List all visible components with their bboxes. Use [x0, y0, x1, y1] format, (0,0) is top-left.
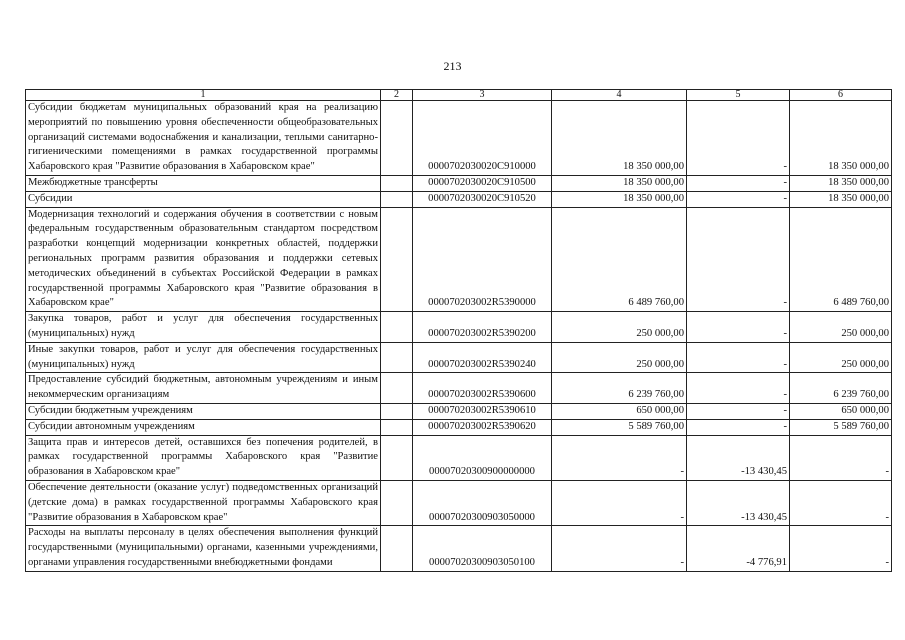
- row-code: 000070203002R5390200: [413, 312, 552, 343]
- row-code: 000070203002R5390240: [413, 342, 552, 373]
- row-description: Межбюджетные трансферты: [26, 175, 381, 191]
- row-description: Предоставление субсидий бюджетным, автономным учреждениям и иным некоммерческим организациям: [26, 373, 381, 404]
- table-row: [26, 373, 892, 404]
- column-header: 4: [552, 90, 687, 101]
- column-6-amount: 6 239 760,00: [790, 373, 892, 404]
- budget-table: [25, 89, 892, 572]
- column-6-amount: 18 350 000,00: [790, 101, 892, 176]
- column-5-amount: -4 776,91: [687, 526, 790, 571]
- row-description: Субсидии бюджетным учреждениям: [26, 403, 381, 419]
- column-4-amount: 6 489 760,00: [552, 207, 687, 312]
- column-4-amount: 18 350 000,00: [552, 175, 687, 191]
- row-description: Субсидии бюджетам муниципальных образований края на реализацию мероприятий по повышению уровня обеспеченности общеобразовательных организаций системами водоснабжения и канализации, теплыми санитарно-гигиеническими помещениями в рамках государственной программы Хабаровского края "Развитие образования в Хабаровском крае": [26, 101, 381, 176]
- column-2-cell: [381, 312, 413, 343]
- header-row: [26, 90, 892, 101]
- column-4-amount: 18 350 000,00: [552, 191, 687, 207]
- table-row: [26, 191, 892, 207]
- column-5-amount: -13 430,45: [687, 480, 790, 525]
- column-6-amount: 650 000,00: [790, 403, 892, 419]
- column-5-amount: -: [687, 207, 790, 312]
- table-row: [26, 101, 892, 176]
- column-4-amount: -: [552, 526, 687, 571]
- row-code: 000070203002R5390000: [413, 207, 552, 312]
- column-5-amount: -13 430,45: [687, 435, 790, 480]
- row-code: 000070203002R5390600: [413, 373, 552, 404]
- column-5-amount: -: [687, 101, 790, 176]
- table-row: [26, 419, 892, 435]
- column-header: 6: [790, 90, 892, 101]
- column-4-amount: -: [552, 480, 687, 525]
- column-4-amount: 6 239 760,00: [552, 373, 687, 404]
- column-5-amount: -: [687, 312, 790, 343]
- column-2-cell: [381, 191, 413, 207]
- table-row: [26, 435, 892, 480]
- table-row: [26, 526, 892, 571]
- row-description: Обеспечение деятельности (оказание услуг) подведомственных организаций (детские дома) в рамках государственной программы Хабаровского края "Развитие образования в Хабаровском крае": [26, 480, 381, 525]
- table-body: [26, 90, 892, 572]
- column-2-cell: [381, 435, 413, 480]
- column-6-amount: -: [790, 480, 892, 525]
- column-5-amount: -: [687, 191, 790, 207]
- column-4-amount: 650 000,00: [552, 403, 687, 419]
- column-header: 5: [687, 90, 790, 101]
- column-5-amount: -: [687, 403, 790, 419]
- column-2-cell: [381, 373, 413, 404]
- column-2-cell: [381, 480, 413, 525]
- column-4-amount: 250 000,00: [552, 312, 687, 343]
- page-number: 213: [443, 59, 462, 73]
- column-4-amount: 250 000,00: [552, 342, 687, 373]
- column-4-amount: -: [552, 435, 687, 480]
- column-2-cell: [381, 207, 413, 312]
- table-row: [26, 175, 892, 191]
- column-header: 3: [413, 90, 552, 101]
- row-code: 00007020300903050100: [413, 526, 552, 571]
- row-description: Субсидии автономным учреждениям: [26, 419, 381, 435]
- row-description: Субсидии: [26, 191, 381, 207]
- table-row: [26, 207, 892, 312]
- table-row: [26, 312, 892, 343]
- row-description: Расходы на выплаты персоналу в целях обеспечения выполнения функций государственными (муниципальными) органами, казенными учреждениями, органами управления государственными внебюджетными фондами: [26, 526, 381, 571]
- row-description: Защита прав и интересов детей, оставшихся без попечения родителей, в рамках государственной программы Хабаровского края "Развитие образования в Хабаровском крае": [26, 435, 381, 480]
- column-5-amount: -: [687, 419, 790, 435]
- column-6-amount: -: [790, 435, 892, 480]
- row-description: Модернизация технологий и содержания обучения в соответствии с новым федеральным государственным образовательным стандартом посредством разработки концепций модернизации конкретных областей, поддержки региональных программ развития образования и поддержки сетевых методических объединений в субъектах Российской Федерации в рамках государственной программы Хабаровского края "Развитие образования в Хабаровском крае": [26, 207, 381, 312]
- column-header: 2: [381, 90, 413, 101]
- column-6-amount: 250 000,00: [790, 312, 892, 343]
- column-2-cell: [381, 175, 413, 191]
- column-2-cell: [381, 342, 413, 373]
- row-code: 0000702030020С910520: [413, 191, 552, 207]
- table-row: [26, 342, 892, 373]
- column-header: 1: [26, 90, 381, 101]
- row-code: 00007020300900000000: [413, 435, 552, 480]
- column-4-amount: 5 589 760,00: [552, 419, 687, 435]
- table-row: [26, 480, 892, 525]
- column-5-amount: -: [687, 373, 790, 404]
- column-5-amount: -: [687, 342, 790, 373]
- row-code: 00007020300903050000: [413, 480, 552, 525]
- column-6-amount: 6 489 760,00: [790, 207, 892, 312]
- column-4-amount: 18 350 000,00: [552, 101, 687, 176]
- column-2-cell: [381, 526, 413, 571]
- row-code: 0000702030020С910500: [413, 175, 552, 191]
- column-6-amount: 18 350 000,00: [790, 191, 892, 207]
- row-description: Закупка товаров, работ и услуг для обеспечения государственных (муниципальных) нужд: [26, 312, 381, 343]
- column-2-cell: [381, 403, 413, 419]
- column-5-amount: -: [687, 175, 790, 191]
- column-6-amount: -: [790, 526, 892, 571]
- column-2-cell: [381, 101, 413, 176]
- row-code: 000070203002R5390620: [413, 419, 552, 435]
- row-code: 000070203002R5390610: [413, 403, 552, 419]
- column-6-amount: 250 000,00: [790, 342, 892, 373]
- row-code: 0000702030020С910000: [413, 101, 552, 176]
- column-6-amount: 5 589 760,00: [790, 419, 892, 435]
- table-row: [26, 403, 892, 419]
- column-2-cell: [381, 419, 413, 435]
- column-6-amount: 18 350 000,00: [790, 175, 892, 191]
- row-description: Иные закупки товаров, работ и услуг для обеспечения государственных (муниципальных) нужд: [26, 342, 381, 373]
